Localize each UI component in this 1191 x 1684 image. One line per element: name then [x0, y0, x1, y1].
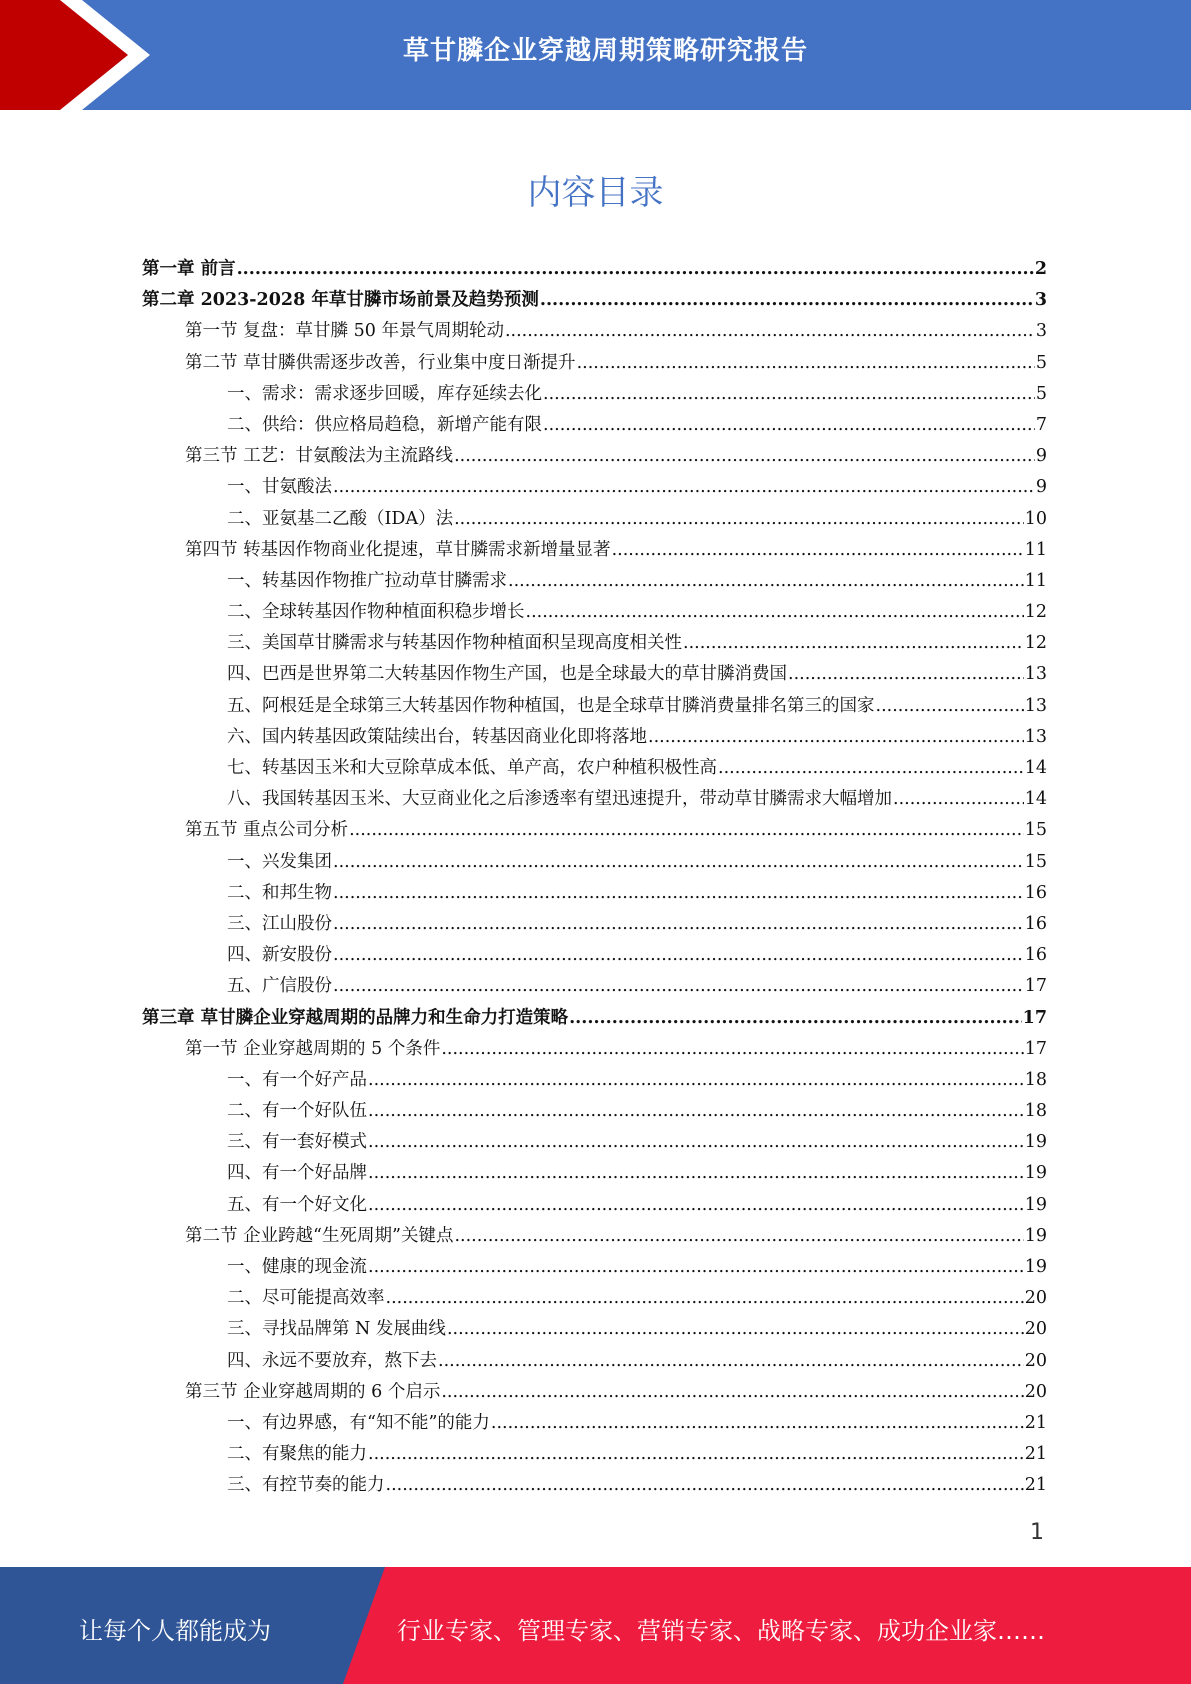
toc-entry-page: 13 [1024, 726, 1047, 747]
toc-dot-leader [454, 441, 1035, 472]
toc-entry-page: 13 [1024, 664, 1047, 685]
toc-dot-leader [543, 410, 1035, 441]
toc-entry-title: 第四节 转基因作物商业化提速，草甘膦需求新增量显著 [185, 539, 611, 560]
toc-entry-title: 三、有一套好模式 [227, 1132, 367, 1153]
toc-entry-page: 12 [1024, 633, 1047, 654]
toc-entry-page: 3 [1034, 290, 1047, 311]
toc-entry-page: 14 [1024, 758, 1047, 778]
toc-entry-page: 19 [1024, 1194, 1047, 1215]
toc-entry-title: 二、亚氨基二乙酸（IDA）法 [227, 508, 454, 529]
toc-entry[interactable] [142, 1470, 1047, 1501]
toc-entry-page: 10 [1024, 508, 1047, 529]
toc-entry[interactable] [142, 254, 1047, 285]
footer-slogan-left: 让每个人都能成为 [79, 1617, 271, 1645]
toc-entry-page: 18 [1024, 1069, 1047, 1090]
toc-entry-title: 二、供给：供应格局趋稳，新增产能有限 [227, 414, 542, 435]
report-title: 草甘膦企业穿越周期策略研究报告 [402, 36, 808, 66]
toc-entry-title: 四、有一个好品牌 [227, 1163, 367, 1184]
toc-dot-leader [368, 1439, 1024, 1470]
toc-entry[interactable] [142, 1408, 1047, 1439]
toc-entry-page: 19 [1024, 1257, 1047, 1277]
toc-entry[interactable] [142, 379, 1047, 410]
toc-entry[interactable] [142, 815, 1047, 846]
toc-dot-leader [349, 815, 1024, 846]
toc-dot-leader [333, 909, 1024, 940]
toc-entry[interactable] [142, 1190, 1047, 1221]
toc-entry[interactable] [142, 1127, 1047, 1158]
toc-dot-leader [368, 1158, 1024, 1189]
toc-entry[interactable] [142, 1283, 1047, 1314]
toc-entry-title: 一、兴发集团 [227, 851, 332, 872]
toc-entry-title: 七、转基因玉米和大豆除草成本低、单产高，农户种植积极性高 [227, 758, 717, 778]
toc-dot-leader [505, 316, 1035, 347]
toc-dot-leader [386, 1283, 1024, 1314]
toc-entry-page: 12 [1024, 602, 1047, 623]
toc-entry-page: 11 [1024, 570, 1047, 591]
toc-entry[interactable] [142, 316, 1047, 347]
toc-entry-title: 第一节 复盘：草甘膦 50 年景气周期轮动 [185, 321, 504, 342]
toc-entry[interactable] [142, 1439, 1047, 1470]
toc-entry-title: 四、巴西是世界第二大转基因作物生产国，也是全球最大的草甘膦消费国 [227, 664, 787, 685]
toc-entry[interactable] [142, 1377, 1047, 1408]
toc-heading: 内容目录 [527, 173, 664, 213]
toc-entry-title: 第一章 前言 [142, 259, 236, 279]
toc-dot-leader [577, 348, 1035, 379]
toc-entry[interactable] [142, 504, 1047, 535]
toc-entry-title: 第三节 工艺：甘氨酸法为主流路线 [185, 446, 454, 467]
toc-entry[interactable] [142, 691, 1047, 722]
toc-entry[interactable] [142, 909, 1047, 940]
toc-dot-leader [333, 940, 1024, 971]
toc-entry-page: 19 [1024, 1225, 1047, 1246]
toc-entry-page: 14 [1024, 789, 1047, 810]
toc-dot-leader [718, 753, 1024, 784]
toc-entry-page: 16 [1024, 945, 1047, 966]
toc-dot-leader [333, 878, 1024, 909]
toc-entry[interactable] [142, 410, 1047, 441]
toc-entry[interactable] [142, 659, 1047, 690]
toc-entry-page: 15 [1024, 851, 1047, 872]
toc-entry-page: 16 [1024, 882, 1047, 903]
toc-entry-title: 五、阿根廷是全球第三大转基因作物种植国，也是全球草甘膦消费量排名第三的国家 [227, 695, 875, 716]
table-of-contents [142, 254, 1047, 1502]
toc-entry-title: 三、美国草甘膦需求与转基因作物种植面积呈现高度相关性 [227, 633, 682, 654]
header-banner [0, 0, 1191, 110]
toc-dot-leader [491, 1408, 1024, 1439]
toc-dot-leader [368, 1252, 1024, 1283]
toc-entry[interactable] [142, 1003, 1047, 1034]
toc-dot-leader [893, 784, 1024, 815]
toc-entry[interactable] [142, 597, 1047, 628]
toc-entry-title: 四、永远不要放弃，熬下去 [227, 1350, 437, 1371]
toc-entry-page: 9 [1035, 477, 1047, 498]
toc-entry-page: 17 [1022, 1007, 1047, 1028]
toc-dot-leader [333, 472, 1035, 503]
toc-entry-title: 第一节 企业穿越周期的 5 个条件 [185, 1038, 441, 1059]
toc-dot-leader [368, 1190, 1024, 1221]
toc-entry[interactable] [142, 1096, 1047, 1127]
toc-entry[interactable] [142, 1065, 1047, 1096]
toc-entry-title: 二、尽可能提高效率 [227, 1288, 385, 1309]
toc-entry-page: 15 [1024, 820, 1047, 841]
toc-dot-leader [333, 971, 1024, 1002]
toc-entry[interactable] [142, 784, 1047, 815]
toc-entry-title: 一、需求：需求逐步回暖，库存延续去化 [227, 383, 542, 404]
toc-entry[interactable] [142, 940, 1047, 971]
toc-entry-title: 二、有一个好队伍 [227, 1101, 367, 1122]
toc-entry-page: 11 [1024, 539, 1047, 560]
toc-dot-leader [237, 254, 1034, 285]
toc-entry[interactable] [142, 971, 1047, 1002]
toc-entry-title: 二、全球转基因作物种植面积稳步增长 [227, 602, 525, 623]
toc-entry-page: 5 [1035, 383, 1047, 404]
toc-entry-title: 五、有一个好文化 [227, 1194, 367, 1215]
page-number: 1 [1030, 1520, 1044, 1545]
toc-dot-leader [648, 722, 1024, 753]
toc-entry-title: 六、国内转基因政策陆续出台，转基因商业化即将落地 [227, 726, 647, 747]
toc-dot-leader [876, 691, 1024, 722]
toc-entry[interactable] [142, 753, 1047, 784]
toc-dot-leader [368, 1127, 1024, 1158]
toc-dot-leader [540, 285, 1034, 316]
toc-entry[interactable] [142, 566, 1047, 597]
toc-dot-leader [526, 597, 1024, 628]
toc-dot-leader [368, 1096, 1024, 1127]
toc-dot-leader [368, 1065, 1024, 1096]
toc-entry-title: 第二节 草甘膦供需逐步改善，行业集中度日渐提升 [185, 352, 576, 373]
toc-entry[interactable] [142, 348, 1047, 379]
toc-entry-page: 20 [1024, 1288, 1047, 1309]
toc-entry-title: 一、甘氨酸法 [227, 477, 332, 498]
toc-entry-title: 三、有控节奏的能力 [227, 1475, 385, 1496]
toc-entry-page: 3 [1035, 321, 1047, 342]
toc-dot-leader [441, 1034, 1023, 1065]
toc-entry-page: 2 [1034, 259, 1047, 279]
toc-entry-page: 17 [1024, 1038, 1047, 1059]
toc-entry[interactable] [142, 1158, 1047, 1189]
toc-entry-title: 二、有聚焦的能力 [227, 1444, 367, 1465]
toc-entry[interactable] [142, 535, 1047, 566]
toc-dot-leader [386, 1470, 1024, 1501]
toc-entry-page: 5 [1035, 352, 1047, 373]
toc-entry[interactable] [142, 847, 1047, 878]
toc-entry-title: 三、寻找品牌第 N 发展曲线 [227, 1319, 446, 1340]
toc-entry-page: 21 [1024, 1444, 1047, 1465]
toc-entry[interactable] [142, 878, 1047, 909]
toc-entry-title: 一、转基因作物推广拉动草甘膦需求 [227, 570, 507, 591]
toc-entry[interactable] [142, 722, 1047, 753]
toc-entry-title: 一、有一个好产品 [227, 1069, 367, 1090]
toc-dot-leader [447, 1314, 1024, 1345]
toc-entry-page: 16 [1024, 913, 1047, 934]
toc-entry[interactable] [142, 1314, 1047, 1345]
toc-entry-title: 第二章 2023-2028 年草甘膦市场前景及趋势预测 [142, 290, 539, 311]
toc-dot-leader [683, 628, 1024, 659]
toc-dot-leader [454, 504, 1024, 535]
toc-dot-leader [441, 1377, 1023, 1408]
toc-dot-leader [508, 566, 1024, 597]
toc-entry-page: 9 [1035, 446, 1047, 467]
toc-entry[interactable] [142, 472, 1047, 503]
toc-entry-title: 三、江山股份 [227, 913, 332, 934]
toc-entry[interactable] [142, 441, 1047, 472]
toc-entry-page: 20 [1024, 1350, 1047, 1371]
toc-entry-title: 第三章 草甘膦企业穿越周期的品牌力和生命力打造策略 [142, 1007, 569, 1028]
toc-entry-page: 20 [1024, 1319, 1047, 1340]
footer-slogan-right: 行业专家、管理专家、营销专家、战略专家、成功企业家…… [397, 1617, 1045, 1645]
toc-dot-leader [788, 659, 1024, 690]
toc-entry[interactable] [142, 1346, 1047, 1377]
toc-dot-leader [612, 535, 1024, 566]
toc-entry-title: 第五节 重点公司分析 [185, 820, 349, 841]
toc-entry[interactable] [142, 1252, 1047, 1283]
footer-banner [0, 1567, 1191, 1684]
toc-entry-page: 17 [1024, 976, 1047, 997]
toc-entry-title: 五、广信股份 [227, 976, 332, 997]
toc-entry[interactable] [142, 628, 1047, 659]
toc-entry-title: 一、有边界感，有“知不能”的能力 [227, 1412, 490, 1433]
toc-entry-title: 四、新安股份 [227, 945, 332, 966]
toc-entry[interactable] [142, 1221, 1047, 1252]
toc-entry[interactable] [142, 285, 1047, 316]
toc-entry-title: 一、健康的现金流 [227, 1257, 367, 1277]
toc-entry[interactable] [142, 1034, 1047, 1065]
toc-entry-page: 13 [1024, 695, 1047, 716]
toc-entry-page: 18 [1024, 1101, 1047, 1122]
toc-entry-page: 20 [1024, 1381, 1047, 1402]
toc-dot-leader [333, 847, 1024, 878]
toc-entry-page: 19 [1024, 1163, 1047, 1184]
toc-entry-title: 第二节 企业跨越“生死周期”关键点 [185, 1225, 454, 1246]
toc-entry-title: 八、我国转基因玉米、大豆商业化之后渗透率有望迅速提升，带动草甘膦需求大幅增加 [227, 789, 892, 810]
toc-dot-leader [454, 1221, 1023, 1252]
toc-dot-leader [438, 1346, 1024, 1377]
toc-entry-page: 7 [1035, 414, 1047, 435]
toc-entry-page: 21 [1024, 1412, 1047, 1433]
toc-entry-page: 21 [1024, 1475, 1047, 1496]
toc-entry-title: 二、和邦生物 [227, 882, 332, 903]
toc-dot-leader [543, 379, 1035, 410]
toc-entry-page: 19 [1024, 1132, 1047, 1153]
toc-entry-title: 第三节 企业穿越周期的 6 个启示 [185, 1381, 441, 1402]
toc-dot-leader [569, 1003, 1022, 1034]
